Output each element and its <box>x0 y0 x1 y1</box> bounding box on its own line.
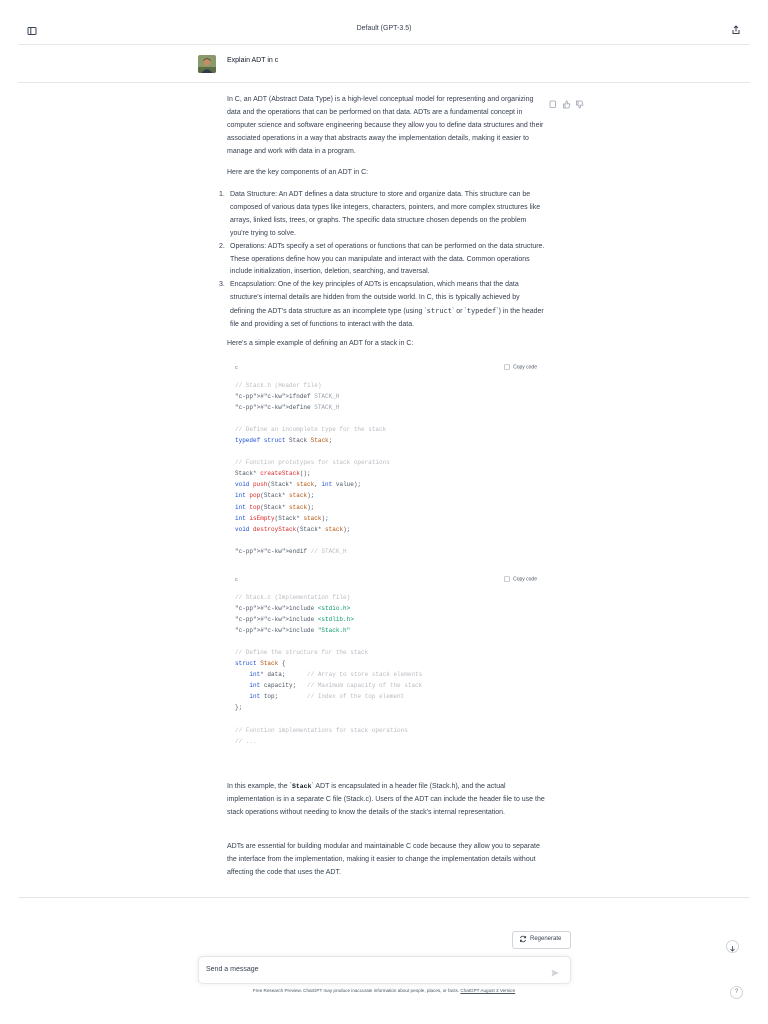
clipboard-icon <box>504 364 510 370</box>
code-line: // Define an incomplete type for the stack <box>235 426 387 434</box>
code-language: c <box>235 365 238 371</box>
response-summary: ADTs are essential for building modular and maintainable C code because they allow you to separate the interface from the implementation, making it easier to change the implementation details without affecting the code that uses the ADT. <box>227 843 540 876</box>
code-line: // Stack.c (Implementation file) <box>235 594 351 601</box>
code-content <box>235 380 390 557</box>
code-header <box>227 362 545 376</box>
code-line <box>235 714 422 725</box>
code-content <box>235 592 422 747</box>
clipboard-icon <box>504 576 510 582</box>
list-item <box>219 279 546 332</box>
closing-text: In this example, the ` <box>227 783 292 790</box>
code-line: // Define the structure for the stack <box>235 649 369 657</box>
regenerate-label: Regenerate <box>530 936 562 942</box>
code-line: // Function prototypes for stack operations <box>235 459 390 467</box>
code-line: "c-pp">#"c-kw">ifndef STACK_H <box>235 393 340 401</box>
code-line: void push(Stack* stack, int value); <box>235 481 362 489</box>
code-line: "c-pp">#"c-kw">include "Stack.h" <box>235 627 351 635</box>
share-icon[interactable] <box>729 23 743 37</box>
thumbs-up-icon[interactable] <box>562 96 571 105</box>
copy-code-button[interactable] <box>504 576 537 582</box>
response-intro: In C, an ADT (Abstract Data Type) is a high-level conceptual model for representing and organizing data and the operations that can be performed on that data. ADTs are a fundamental concept in computer science and software engineering because they allow you to define data structures and their associated operations in a way that abstracts away the implementation details, making it easier to manage and work with data in a program. <box>227 96 544 155</box>
copy-code-label: Copy code <box>513 364 537 371</box>
arrow-down-icon[interactable] <box>726 940 739 953</box>
list-item-text: Encapsulation: One of the key principles of ADTs is encapsulation, which means that the data structure's internal details are hidden from the outside world. In C, this is typically achieved by defining the ADT's data structure as an incomplete type (using ` <box>230 281 520 316</box>
code-line: int isEmpty(Stack* stack); <box>235 514 329 522</box>
response-closing <box>227 781 545 820</box>
list-number: 2. <box>219 242 225 250</box>
inline-code: struct <box>426 307 452 316</box>
components-list <box>219 189 546 332</box>
divider <box>18 82 750 83</box>
list-number: 1. <box>219 191 225 198</box>
list-item <box>219 241 546 280</box>
message-actions <box>548 96 588 106</box>
code-line: int* data; // Array to store stack elements <box>249 671 423 679</box>
code-line: // Function implementations for stack operations <box>235 726 408 734</box>
code-line: // ... <box>235 737 257 745</box>
code-line: int pop(Stack* stack); <box>235 492 315 500</box>
copy-code-button[interactable] <box>504 364 537 370</box>
code-line: int top(Stack* stack); <box>235 503 315 511</box>
code-line: struct Stack { <box>235 660 286 668</box>
code-line <box>235 535 390 546</box>
code-line: "c-pp">#"c-kw">include <stdio.h> <box>235 605 351 613</box>
code-line: "c-pp">#"c-kw">define STACK_H <box>235 404 340 412</box>
code-header <box>227 574 545 588</box>
help-button[interactable]: ? <box>730 986 743 999</box>
code-line: // Stack.h (Header file) <box>235 382 322 389</box>
model-title[interactable]: Default (GPT-3.5) <box>356 25 412 32</box>
list-item-text: Data Structure: An ADT defines a data structure to store and organize data. This structure can be composed of various data types like integers, characters, pointers, and more complex structures like arrays, linked lists, trees, or graphs. The specific data structure chosen depends on the problem you're trying to solve. <box>230 191 541 237</box>
code-line: typedef struct Stack Stack; <box>235 437 333 445</box>
code-line: "c-pp">#"c-kw">include <stdlib.h> <box>235 616 354 624</box>
thumbs-down-icon[interactable] <box>575 96 584 105</box>
list-item-text: `) in the header file and providing a set of functions to interact with the data. <box>230 308 544 329</box>
code-line <box>235 413 390 424</box>
code-line: int top; // Index of the top element <box>249 693 405 701</box>
refresh-icon <box>519 935 527 943</box>
code-block <box>227 574 545 752</box>
regenerate-button[interactable] <box>512 931 571 949</box>
message-composer <box>198 956 571 984</box>
send-icon[interactable] <box>550 965 560 975</box>
version-link[interactable]: ChatGPT August 3 Version <box>460 988 516 993</box>
top-bar <box>0 0 768 58</box>
list-item-text: Operations: ADTs specify a set of operations or functions that can be performed on the data structure. These operations define how you can manipulate and interact with the data. Common operations include initialization, insertion, deletion, searching, and traversal. <box>230 242 545 276</box>
inline-code: Stack <box>291 783 312 790</box>
list-item-text: ` or ` <box>451 308 467 316</box>
footer-text: Free Research Preview. ChatGPT may produce inaccurate information about people, places, or facts. <box>252 988 460 993</box>
list-number: 3. <box>219 281 225 289</box>
code-line: }; <box>235 704 243 712</box>
code-line: void destroyStack(Stack* stack); <box>235 525 351 533</box>
closing-text: ` ADT is encapsulated in a header file (Stack.h), and the actual implementation is in a separate C file (Stack.c). Users of the ADT can include the header file to use the stack operations without needing to know the details of the stack's internal representation. <box>227 783 545 816</box>
code-line <box>235 446 390 457</box>
footer-disclaimer <box>0 988 768 993</box>
code-language: c <box>235 577 238 583</box>
divider <box>18 897 750 898</box>
code-line: "c-pp">#"c-kw">endif // STACK_H <box>235 547 347 555</box>
divider <box>18 44 750 45</box>
copy-icon[interactable] <box>548 96 557 105</box>
code-line: Stack* createStack(); <box>235 470 311 478</box>
copy-code-label: Copy code <box>513 576 537 583</box>
code-line: int capacity; // Maximum capacity of the stack <box>249 682 423 690</box>
list-item <box>219 189 546 241</box>
inline-code: typedef <box>466 307 497 316</box>
example-intro: Here's a simple example of defining an ADT for a stack in C: <box>227 340 414 347</box>
user-avatar <box>198 55 216 73</box>
code-line <box>235 636 422 647</box>
user-prompt: Explain ADT in c <box>227 57 279 64</box>
components-heading: Here are the key components of an ADT in C: <box>227 169 369 176</box>
code-block <box>227 362 545 558</box>
message-input[interactable] <box>206 963 536 976</box>
